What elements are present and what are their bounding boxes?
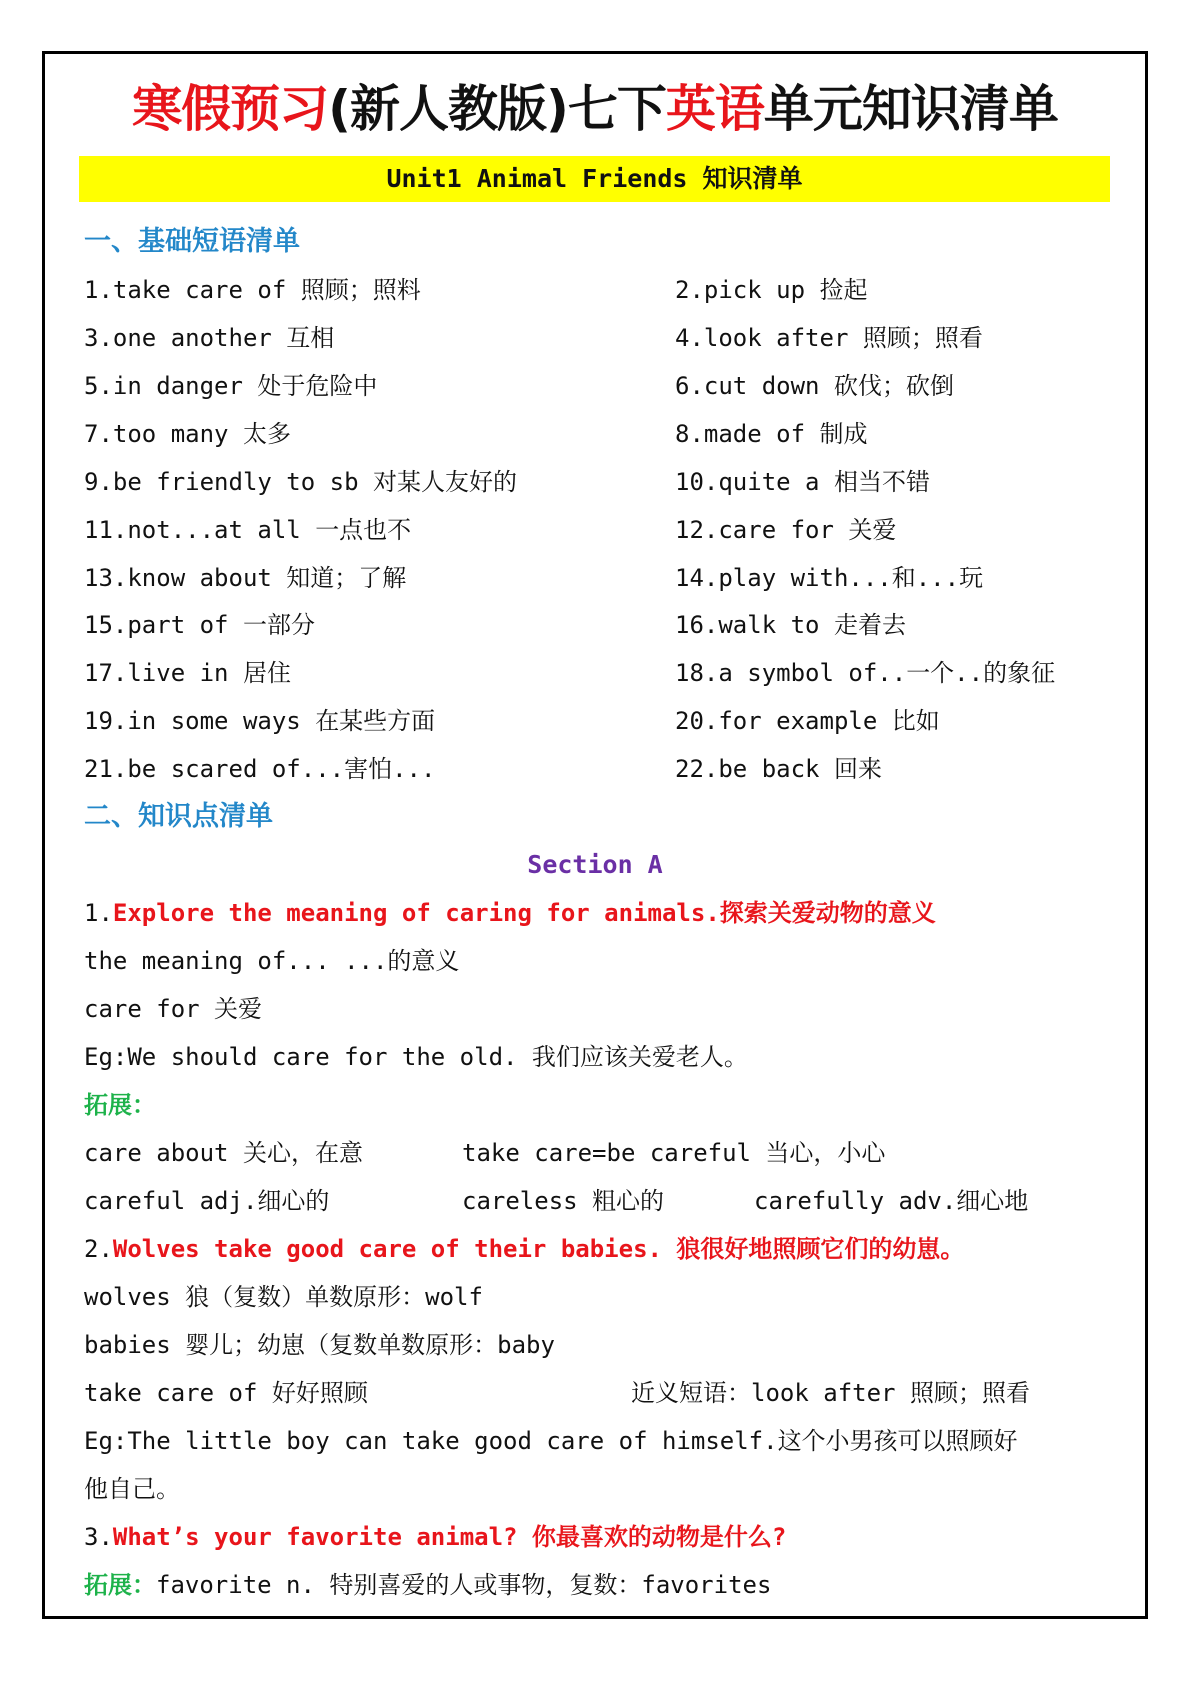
phrase-14: 14.play with...和...玩 bbox=[675, 564, 984, 592]
extension-label: 拓展： bbox=[84, 1091, 156, 1119]
page-title bbox=[0, 74, 1190, 144]
extension-carefully: carefully adv.细心地 bbox=[754, 1187, 1029, 1215]
phrase-19: 19.in some ways 在某些方面 bbox=[84, 707, 436, 735]
point-3-number: 3. bbox=[84, 1523, 113, 1551]
phrase-20: 20.for example 比如 bbox=[675, 707, 940, 735]
title-part-3: 英语 bbox=[665, 80, 764, 138]
point-1-title bbox=[84, 893, 936, 933]
extension-row-2 bbox=[84, 1181, 1029, 1221]
heading-knowledge-points: 二、知识点清单 bbox=[84, 801, 273, 832]
phrase-1: 1.take care of 照顾；照料 bbox=[84, 276, 421, 304]
point-2-example-cont: 他自己。 bbox=[84, 1475, 180, 1503]
extension-careless: careless 粗心的 bbox=[462, 1187, 665, 1215]
phrase-3: 3.one another 互相 bbox=[84, 324, 335, 352]
point-3-extension-label: 拓展： bbox=[84, 1571, 156, 1599]
extension-care-about: care about 关心，在意 bbox=[84, 1139, 363, 1167]
point-3-extension bbox=[84, 1565, 771, 1605]
phrase-5: 5.in danger 处于危险中 bbox=[84, 372, 378, 400]
point-2-title bbox=[84, 1229, 964, 1269]
phrase-10: 10.quite a 相当不错 bbox=[675, 468, 930, 496]
point-2-take-care-of: take care of 好好照顾 bbox=[84, 1379, 368, 1407]
section-a-heading: Section A bbox=[527, 850, 663, 879]
point-2-line-1: wolves 狼（复数）单数原形：wolf bbox=[84, 1283, 483, 1311]
phrase-22: 22.be back 回来 bbox=[675, 755, 882, 783]
phrase-21: 21.be scared of...害怕... bbox=[84, 755, 436, 783]
phrase-15: 15.part of 一部分 bbox=[84, 611, 315, 639]
point-3-title bbox=[84, 1517, 786, 1557]
phrase-8: 8.made of 制成 bbox=[675, 420, 868, 448]
title-part-1: 寒假预习 bbox=[132, 80, 329, 138]
point-2-line-2: babies 婴儿；幼崽（复数单数原形：baby bbox=[84, 1331, 555, 1359]
point-1-text: Explore the meaning of caring for animals.探索关爱动物的意义 bbox=[112, 899, 936, 927]
point-2-line-3 bbox=[84, 1373, 1030, 1413]
phrase-12: 12.care for 关爱 bbox=[675, 516, 897, 544]
phrase-6: 6.cut down 砍伐；砍倒 bbox=[675, 372, 954, 400]
point-2-text: Wolves take good care of their babies. 狼很好地照顾它们的幼崽。 bbox=[112, 1235, 965, 1263]
extension-row-1 bbox=[84, 1133, 886, 1173]
phrase-11: 11.not...at all 一点也不 bbox=[84, 516, 412, 544]
phrase-9: 9.be friendly to sb 对某人友好的 bbox=[84, 468, 517, 496]
point-3-extension-text: favorite n. 特别喜爱的人或事物，复数：favorites bbox=[156, 1571, 772, 1599]
extension-take-care: take care=be careful 当心，小心 bbox=[462, 1139, 886, 1167]
point-1-number: 1. bbox=[84, 899, 113, 927]
phrase-2: 2.pick up 捡起 bbox=[675, 276, 868, 304]
extension-careful: careful adj.细心的 bbox=[84, 1187, 330, 1215]
title-part-2: (新人教版)七下 bbox=[328, 80, 666, 138]
point-2-synonym: 近义短语：look after 照顾；照看 bbox=[631, 1379, 1030, 1407]
unit-banner: Unit1 Animal Friends 知识清单 bbox=[79, 156, 1110, 202]
point-2-number: 2. bbox=[84, 1235, 113, 1263]
phrase-16: 16.walk to 走着去 bbox=[675, 611, 906, 639]
point-2-example: Eg:The little boy can take good care of himself.这个小男孩可以照顾好 bbox=[84, 1427, 1018, 1455]
phrase-13: 13.know about 知道；了解 bbox=[84, 564, 407, 592]
phrase-17: 17.live in 居住 bbox=[84, 659, 291, 687]
point-1-line-2: care for 关爱 bbox=[84, 995, 263, 1023]
title-part-4: 单元知识清单 bbox=[763, 80, 1058, 138]
heading-basic-phrases: 一、基础短语清单 bbox=[84, 226, 300, 257]
point-1-example: Eg:We should care for the old. 我们应该关爱老人。 bbox=[84, 1043, 748, 1071]
phrase-4: 4.look after 照顾；照看 bbox=[675, 324, 983, 352]
phrase-18: 18.a symbol of..一个..的象征 bbox=[675, 659, 1056, 687]
phrase-7: 7.too many 太多 bbox=[84, 420, 291, 448]
point-3-text: What’s your favorite animal? 你最喜欢的动物是什么? bbox=[112, 1523, 787, 1551]
point-1-line-1: the meaning of... ...的意义 bbox=[84, 947, 460, 975]
